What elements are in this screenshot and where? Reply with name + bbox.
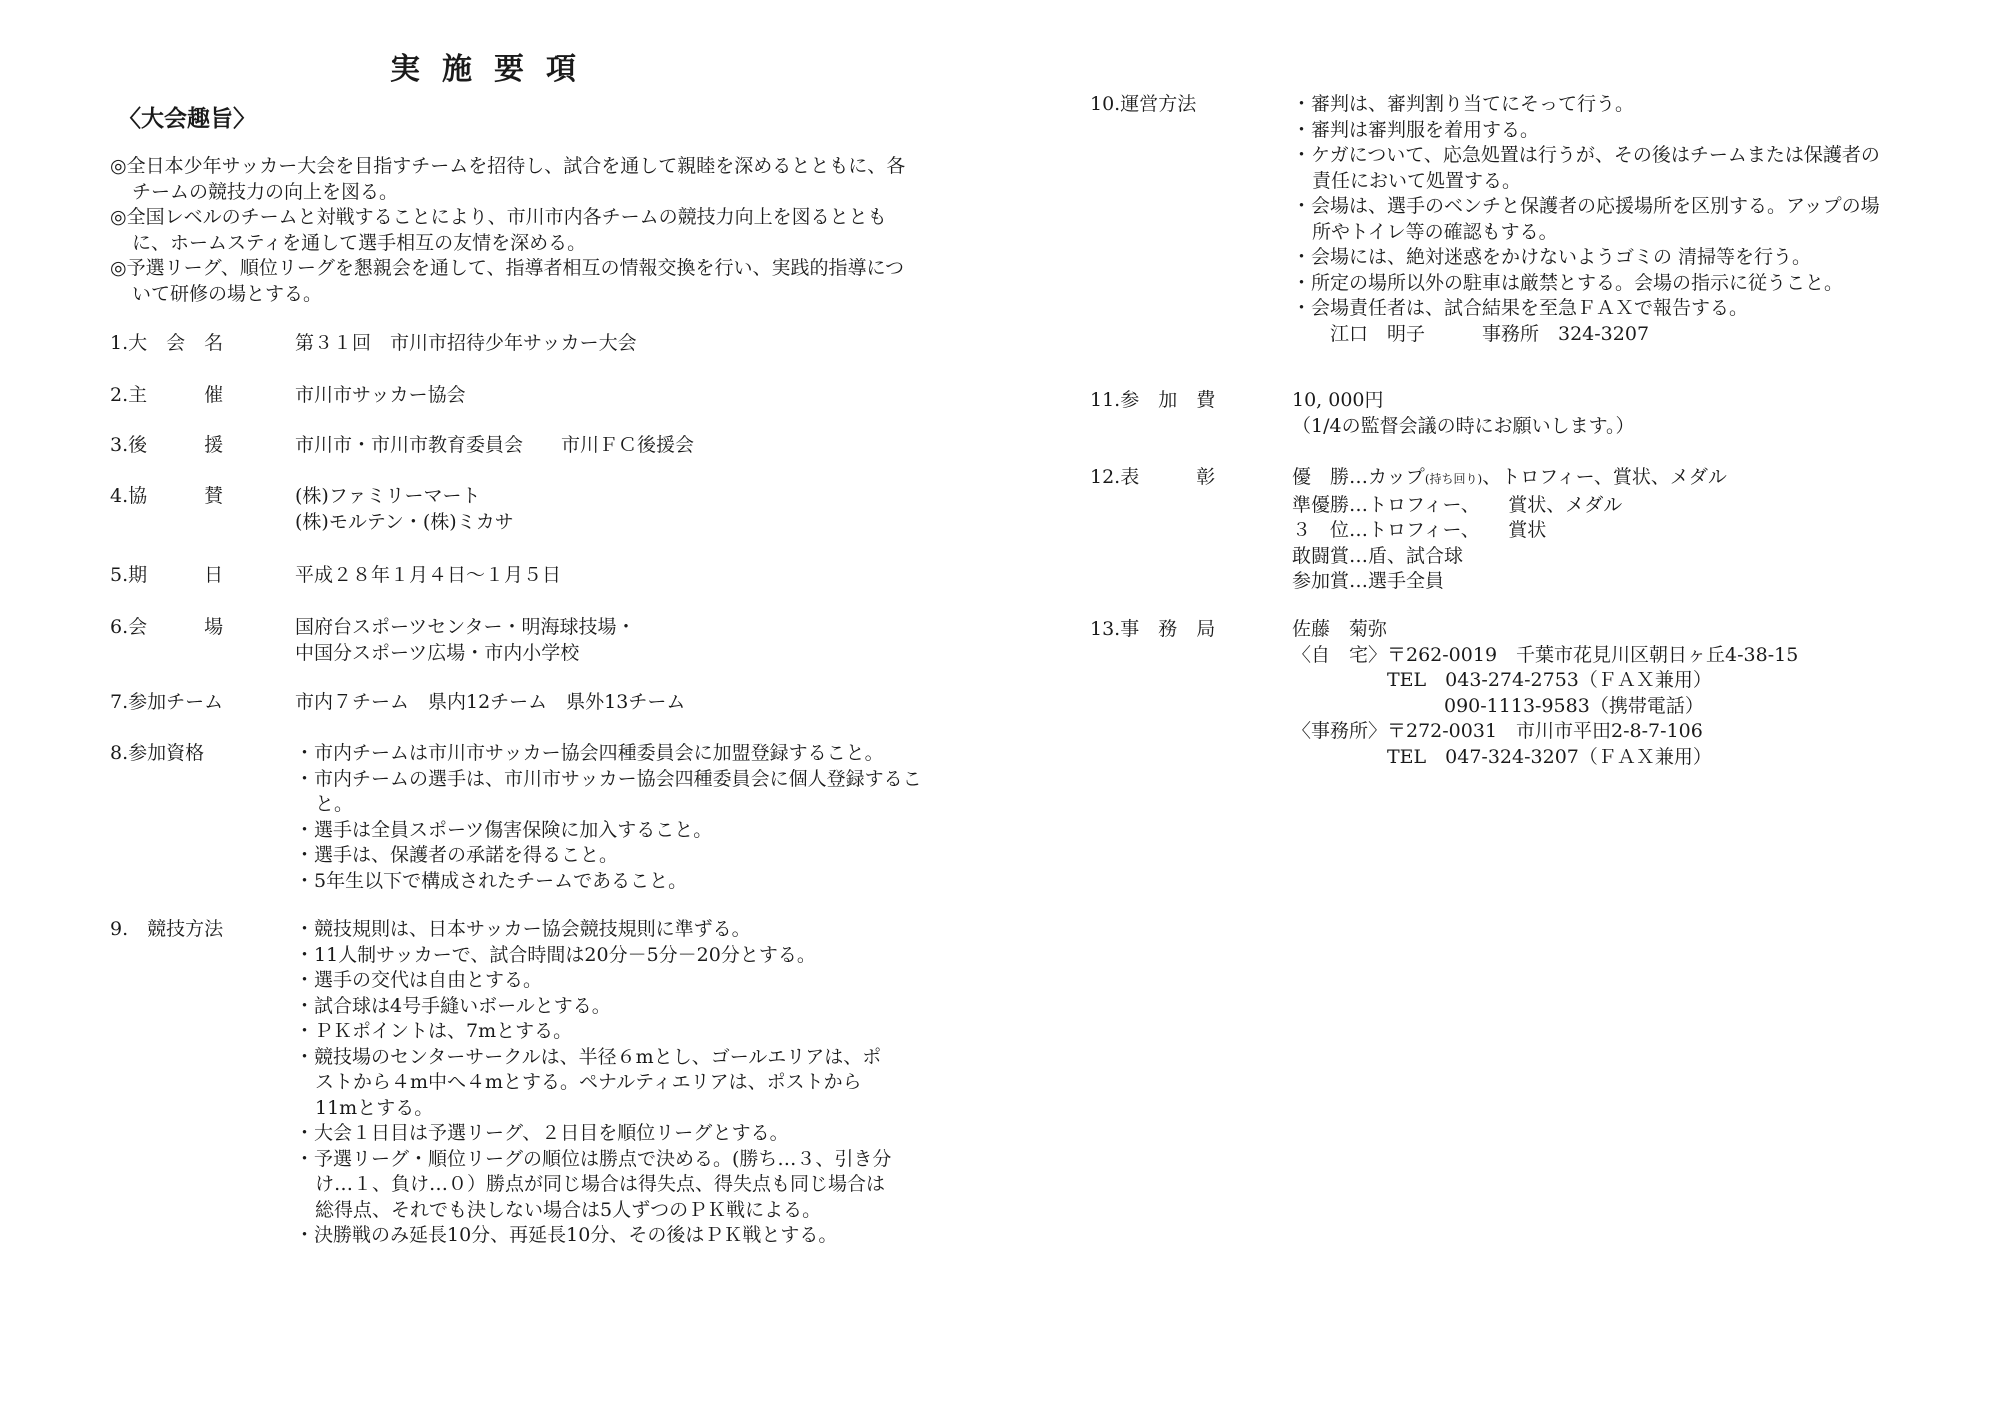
- list-item: ・会場責任者は、試合結果を至急ＦＡＸで報告する。: [1292, 297, 1749, 319]
- item-value: （1/4の監督会議の時にお願いします。）: [1292, 414, 1635, 437]
- item-fee: [1090, 388, 1635, 439]
- item-value: 市川市サッカー協会: [295, 384, 466, 406]
- list-item: ・市内チームの選手は、市川市サッカー協会四種委員会に個人登録すること。: [295, 767, 922, 815]
- item-label: 5.期 日: [110, 564, 224, 586]
- item-label: 11.参 加 費: [1090, 389, 1216, 411]
- list-item: ・決勝戦のみ延長10分、再延長10分、その後はＰＫ戦とする。: [295, 1224, 838, 1246]
- award-line: 参加賞…選手全員: [1292, 570, 1445, 592]
- list-item: ・競技場のセンターサークルは、半径６mとし、ゴールエリアは、ポストから４m中へ４mとする。ペナルティエリアは、ポストから11mとする。: [295, 1045, 882, 1119]
- list-item: ・競技規則は、日本サッカー協会競技規則に準ずる。: [295, 918, 751, 940]
- item-value: 10, 000円: [1292, 389, 1384, 411]
- list-item: ・会場は、選手のベンチと保護者の応援場所を区別する。アップの場所やトイレ等の確認もする。: [1292, 195, 1880, 243]
- item-sponsor: [110, 484, 514, 535]
- purpose-paragraph: ◎予選リーグ、順位リーグを懇親会を通して、指導者相互の情報交換を行い、実践的指導について研修の場とする。: [110, 257, 905, 305]
- item-date: [110, 563, 561, 589]
- item-value: 市川市・市川市教育委員会 市川ＦＣ後援会: [295, 434, 695, 456]
- list-item: ・大会１日目は予選リーグ、２日目を順位リーグとする。: [295, 1122, 789, 1144]
- contact-line: 〈自 宅〉〒262-0019 千葉市花見川区朝日ヶ丘4-38-15: [1292, 643, 1799, 666]
- list-item: ・選手の交代は自由とする。: [295, 969, 543, 991]
- award-winner: 優 勝…カップ: [1292, 466, 1425, 488]
- item-label: 2.主 催: [110, 384, 224, 406]
- item-teams: [110, 690, 685, 716]
- list-item: ・会場には、絶対迷惑をかけないようゴミの 清掃等を行う。: [1292, 246, 1812, 268]
- item-value: 国府台スポーツセンター・明海球技場・: [295, 616, 636, 638]
- item-value: 平成２８年１月４日～１月５日: [295, 564, 562, 586]
- purpose-section: [110, 154, 910, 307]
- item-secretariat: [1090, 617, 1798, 770]
- item-label: 4.協 賛: [110, 485, 224, 507]
- item-value: 第３１回 市川市招待少年サッカー大会: [295, 332, 637, 354]
- item-value: 市内７チーム 県内12チーム 県外13チーム: [295, 691, 686, 713]
- item-value: (株)ファミリーマート: [295, 485, 481, 507]
- contact-line: 佐藤 菊弥: [1292, 618, 1388, 640]
- item-label: 6.会 場: [110, 616, 224, 638]
- item-eligibility: [110, 741, 935, 894]
- contact-line: 〈事務所〉〒272-0031 市川市平田2-8-7-106: [1292, 720, 1703, 742]
- item-label: 3.後 援: [110, 434, 224, 456]
- list-item: ・試合球は4号手縫いボールとする。: [295, 994, 611, 1017]
- purpose-paragraph: ◎全日本少年サッカー大会を目指すチームを招待し、試合を通して親睦を深めるとともに、各チームの競技力の向上を図る。: [110, 155, 906, 203]
- award-line: [1292, 465, 1727, 493]
- item-support: [110, 433, 694, 459]
- award-winner-rest: 、トロフィー、賞状、メダル: [1482, 466, 1727, 488]
- item-label: 1.大 会 名: [110, 332, 224, 354]
- award-note: (持ち回り): [1424, 472, 1483, 486]
- list-item: ・ＰＫポイントは、7mとする。: [295, 1020, 573, 1042]
- contact-line: 江口 明子 事務所 324-3207: [1292, 322, 1650, 345]
- item-label: 9. 競技方法: [110, 918, 224, 940]
- list-item: ・ケガについて、応急処置は行うが、その後はチームまたは保護者の責任において処置する。: [1292, 144, 1880, 192]
- contact-line: TEL 047-324-3207（ＦＡＸ兼用）: [1292, 745, 1712, 768]
- purpose-paragraph: ◎全国レベルのチームと対戦することにより、市川市内各チームの競技力向上を図るとともに、ホームスティを通して選手相互の友情を深める。: [110, 206, 887, 254]
- item-label: 13.事 務 局: [1090, 618, 1216, 640]
- page-title: 実施要項: [390, 52, 598, 87]
- item-label: 8.参加資格: [110, 742, 205, 764]
- item-value: 中国分スポーツ広場・市内小学校: [295, 641, 580, 664]
- item-label: 12.表 彰: [1090, 466, 1216, 488]
- award-line: 敢闘賞…盾、試合球: [1292, 544, 1464, 567]
- list-item: ・審判は、審判割り当てにそって行う。: [1292, 93, 1635, 115]
- list-item: ・予選リーグ・順位リーグの順位は勝点で決める。(勝ち…３、引き分け…１、負け…０）勝点が同じ場合は得失点、得失点も同じ場合は総得点、それでも決しない場合は5人ずつのＰＫ戦による。: [295, 1147, 892, 1221]
- contact-line: 090-1113-9583（携帯電話）: [1292, 694, 1704, 717]
- list-item: ・5年生以下で構成されたチームであること。: [295, 869, 688, 892]
- item-label: 10.運営方法: [1090, 93, 1197, 115]
- award-line: 準優勝…トロフィー、 賞状、メダル: [1292, 493, 1623, 516]
- list-item: ・所定の場所以外の駐車は厳禁とする。会場の指示に従うこと。: [1292, 271, 1844, 294]
- list-item: ・選手は全員スポーツ傷害保険に加入すること。: [295, 818, 713, 841]
- contact-line: TEL 043-274-2753（ＦＡＸ兼用）: [1292, 669, 1712, 691]
- item-organizer: [110, 383, 466, 409]
- item-label: 7.参加チーム: [110, 691, 224, 713]
- item-tournament-name: [110, 331, 637, 357]
- item-competition-method: [110, 917, 895, 1249]
- item-operation: [1090, 92, 1892, 347]
- item-venue: [110, 615, 635, 666]
- award-line: ３ 位…トロフィー、 賞状: [1292, 519, 1547, 541]
- list-item: ・11人制サッカーで、試合時間は20分－5分－20分とする。: [295, 943, 816, 966]
- purpose-heading: 〈大会趣旨〉: [118, 106, 256, 132]
- list-item: ・審判は審判服を着用する。: [1292, 118, 1540, 141]
- list-item: ・選手は、保護者の承諾を得ること。: [295, 844, 619, 866]
- list-item: ・市内チームは市川市サッカー協会四種委員会に加盟登録すること。: [295, 742, 884, 764]
- item-value: (株)モルテン・(株)ミカサ: [295, 510, 514, 533]
- item-awards: [1090, 465, 1727, 595]
